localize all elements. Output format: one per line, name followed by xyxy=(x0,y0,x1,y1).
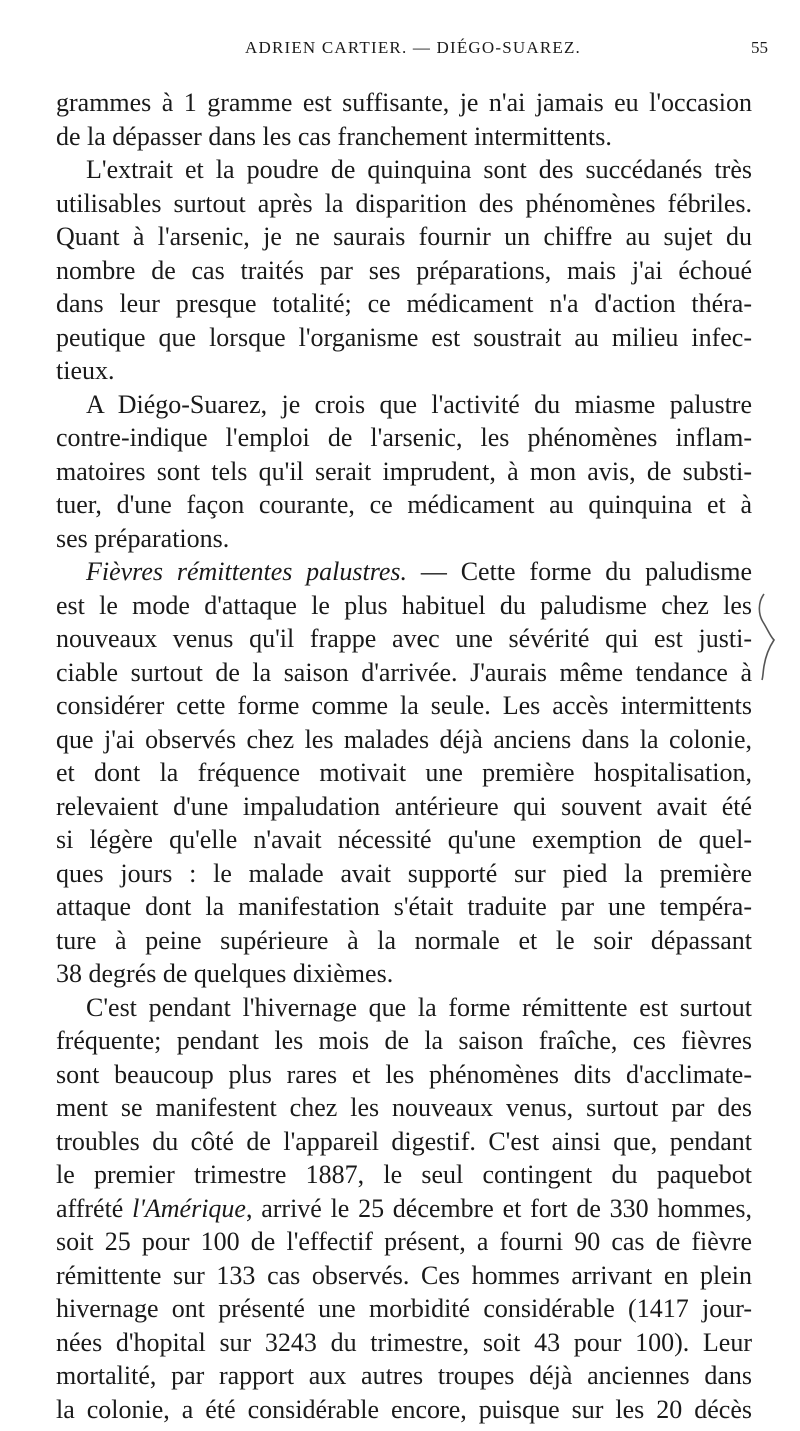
text-fragment: — Cette forme du paludisme xyxy=(420,557,753,586)
text-line: troubles du côté de l'appareil digestif. C'est ainsi que, pendant xyxy=(56,1127,752,1156)
text-line: le premier trimestre 1887, le seul contingent du paquebot xyxy=(56,1160,752,1189)
text-line-with-heading xyxy=(86,555,752,589)
text-line: nouveaux venus qu'il frappe avec une sévérité qui est justi- xyxy=(56,624,752,653)
text-line: grammes à 1 gramme est suffisante, je n'ai jamais eu l'occasion xyxy=(56,88,752,117)
text-line: relevaient d'une impaludation antérieure qui souvent avait été xyxy=(56,792,752,821)
text-line: rémittente sur 133 cas observés. Ces hommes arrivant en plein xyxy=(56,1261,752,1290)
text-line: 38 degrés de quelques dixièmes. xyxy=(56,959,394,988)
text-line: matoires sont tels qu'il serait imprudent, à mon avis, de substi- xyxy=(56,457,752,486)
text-line: est le mode d'attaque le plus habituel du paludisme chez les xyxy=(56,591,752,620)
text-line: ment se manifestent chez les nouveaux venus, surtout par des xyxy=(56,1093,752,1122)
text-line: soit 25 pour 100 de l'effectif présent, a fourni 90 cas de fièvre xyxy=(56,1227,752,1256)
text-fragment: , arrivé le 25 décembre et fort de 330 hommes, xyxy=(245,1194,752,1223)
ship-name: l'Amérique xyxy=(132,1194,246,1223)
page-number: 55 xyxy=(751,38,768,57)
text-line: utilisables surtout après la disparition des phénomènes fébriles. xyxy=(56,189,752,218)
text-line-with-ship-name xyxy=(56,1192,752,1226)
text-line: la colonie, a été considérable encore, puisque sur les 20 décès xyxy=(56,1395,752,1424)
text-line: tuer, d'une façon courante, ce médicament au quinquina et à xyxy=(56,490,752,519)
text-line: mortalité, par rapport aux autres troupes déjà anciennes dans xyxy=(56,1361,752,1390)
text-line: sont beaucoup plus rares et les phénomènes dits d'acclimate- xyxy=(56,1060,752,1089)
text-line: contre-indique l'emploi de l'arsenic, les phénomènes inflam- xyxy=(56,423,752,452)
margin-bracket-mark xyxy=(756,592,778,682)
text-line: ses préparations. xyxy=(56,524,230,553)
text-line: peutique que lorsque l'organisme est soustrait au milieu infec- xyxy=(56,323,752,352)
running-title: ADRIEN CARTIER. — DIÉGO-SUAREZ. xyxy=(244,38,582,57)
text-line: ture à peine supérieure à la normale et le soir dépassant xyxy=(56,926,752,955)
text-line: dans leur presque totalité; ce médicament n'a d'action théra- xyxy=(56,289,752,318)
text-line: ciable surtout de la saison d'arrivée. J'aurais même tendance à xyxy=(56,658,752,687)
text-line: fréquente; pendant les mois de la saison fraîche, ces fièvres xyxy=(56,1026,752,1055)
text-line: L'extrait et la poudre de quinquina sont des succédanés très xyxy=(86,155,752,184)
text-line: et dont la fréquence motivait une première hospitalisation, xyxy=(56,758,752,787)
text-line: que j'ai observés chez les malades déjà anciens dans la colonie, xyxy=(56,725,752,754)
section-heading: Fièvres rémittentes palustres. xyxy=(86,557,408,586)
text-line: A Diégo-Suarez, je crois que l'activité du miasme palustre xyxy=(86,390,752,419)
text-line: si légère qu'elle n'avait nécessité qu'une exemption de quel- xyxy=(56,825,752,854)
text-line: tieux. xyxy=(56,356,115,385)
text-line: ques jours : le malade avait supporté sur pied la première xyxy=(56,859,752,888)
text-line: hivernage ont présenté une morbidité considérable (1417 jour- xyxy=(56,1294,752,1323)
text-line: nombre de cas traités par ses préparations, mais j'ai échoué xyxy=(56,256,752,285)
text-line: nées d'hopital sur 3243 du trimestre, soit 43 pour 100). Leur xyxy=(56,1328,752,1357)
text-line: attaque dont la manifestation s'était traduite par une tempéra- xyxy=(56,892,752,921)
text-line: considérer cette forme comme la seule. Les accès intermittents xyxy=(56,691,752,720)
text-line: C'est pendant l'hivernage que la forme rémittente est surtout xyxy=(86,993,752,1022)
text-line: de la dépasser dans les cas franchement intermittents. xyxy=(56,122,612,151)
text-fragment: affrété xyxy=(56,1194,133,1223)
text-line: Quant à l'arsenic, je ne saurais fournir un chiffre au sujet du xyxy=(56,222,752,251)
